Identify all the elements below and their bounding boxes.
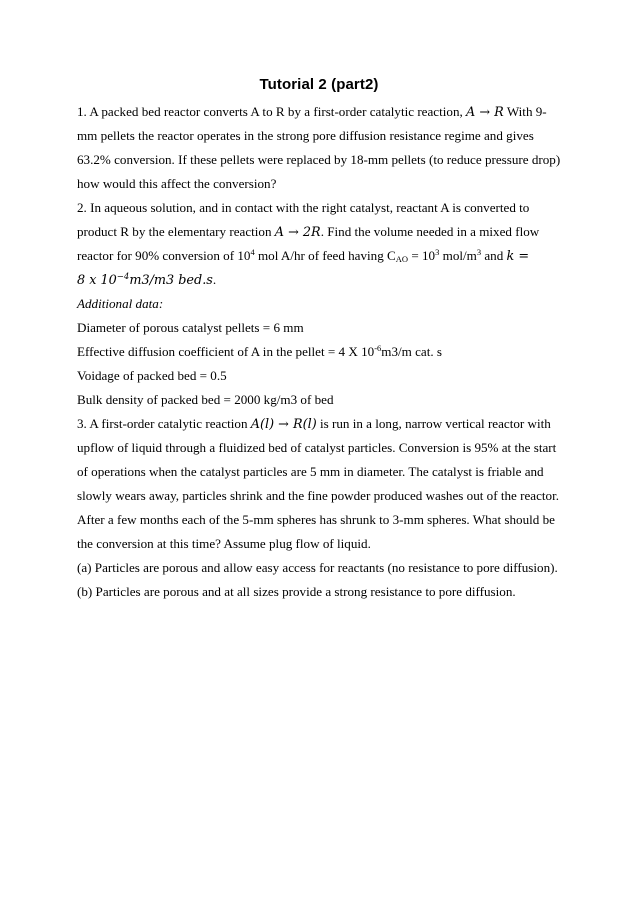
q3-line-2: upflow of liquid through a fluidized bed of catalyst particles. Conversion is 95% at the start <box>77 440 557 455</box>
q2-line-4: 8 x $10^{-4}m3/m3$ bed.s. <box>77 272 217 288</box>
q1-line-4: how would this affect the conversion? <box>77 176 277 191</box>
q3-reaction-equation: A(l) → R(l) <box>250 417 317 432</box>
q3-line-5: After a few months each of the 5-mm spheres has shrunk to 3-mm spheres. What should be <box>77 512 555 527</box>
q3-part-a: (a) Particles are porous and allow easy access for reactants (no resistance to pore diffusion). <box>77 560 558 575</box>
q2-additional-data-label: Additional data: <box>77 296 164 311</box>
q2-data-diffusion: Effective diffusion coefficient of A in the pellet = 4 X $10^{-6}m3/m$ cat. s <box>77 343 443 359</box>
q2-rate-constant-value: 8 x $10^{-4}m3/m3$ bed.s <box>77 272 213 288</box>
q3-line-4: slowly wears away, particles shrink and the fine powder produced washes out of the reactor. <box>77 488 560 503</box>
q1-line-3: 63.2% conversion. If these pellets were replaced by 18-mm pellets (to reduce pressure drop) <box>77 152 561 167</box>
q3-line-1: 3. A first-order catalytic reaction A(l) → R(l) is run in a long, narrow vertical reactor with <box>77 416 551 432</box>
q2-rate-constant-symbol: k = <box>506 249 530 264</box>
document-body <box>77 100 561 604</box>
q2-line-3: reactor for 90% conversion of $10^4$ mol A/hr of feed having $C_{AO} = 10^3$ mol/$m^3$ and k = <box>77 247 530 264</box>
page-title: Tutorial 2 (part2) <box>259 76 379 93</box>
q2-line-2: product R by the elementary reaction A → 2R. Find the volume needed in a mixed flow <box>77 224 540 240</box>
q1-line-1: 1. A packed bed reactor converts A to R by a first-order catalytic reaction, A → R With 9- <box>77 104 547 120</box>
q1-line-2: mm pellets the reactor operates in the strong pore diffusion resistance regime and gives <box>77 128 534 143</box>
q1-reaction-equation: A → R <box>466 105 504 120</box>
q2-data-voidage: Voidage of packed bed = 0.5 <box>77 368 227 383</box>
q3-part-b: (b) Particles are porous and at all sizes provide a strong resistance to pore diffusion. <box>77 584 516 599</box>
q2-line-1: 2. In aqueous solution, and in contact with the right catalyst, reactant A is converted to <box>77 200 530 215</box>
q2-data-bulk-density: Bulk density of packed bed = 2000 kg/m3 of bed <box>77 392 334 407</box>
q3-line-3: of operations when the catalyst particles are 5 mm in diameter. The catalyst is friable and <box>77 464 544 479</box>
q2-data-diameter: Diameter of porous catalyst pellets = 6 mm <box>77 320 304 335</box>
q3-line-6: the conversion at this time? Assume plug flow of liquid. <box>77 536 371 551</box>
q2-reaction-equation: A → 2R <box>274 225 321 240</box>
